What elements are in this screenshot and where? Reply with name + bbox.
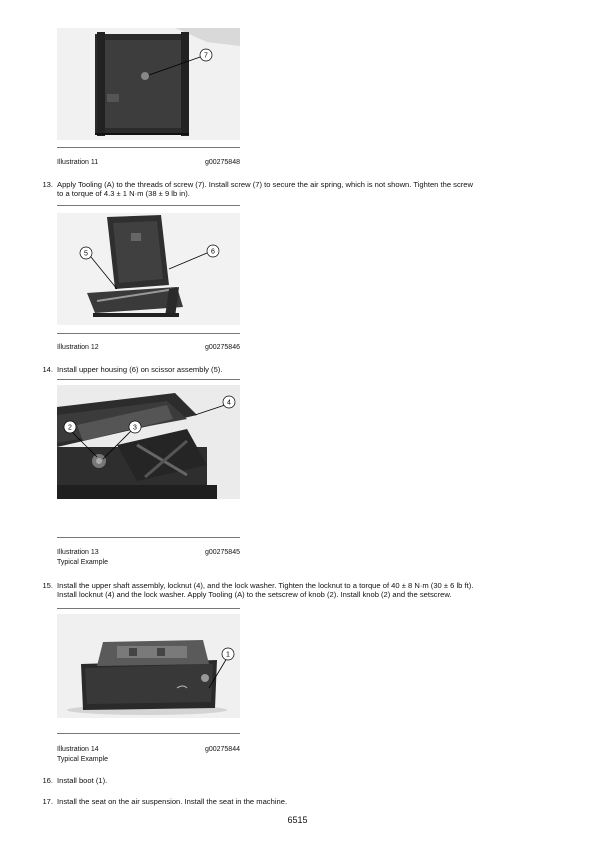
illustration-subcaption: Typical Example [57,756,108,763]
step-text [57,581,548,600]
illustration-label: Illustration 11 [57,159,99,166]
step-line: Install the seat on the air suspension. Install the seat in the machine. [57,797,288,806]
illustration-subcaption: Typical Example [57,559,108,566]
step-number: 13. [42,180,53,189]
photo-illustration-14 [57,614,240,718]
illustration-label: Illustration 14 [57,746,99,753]
step-15 [38,581,548,601]
step-line: Install upper housing (6) on scissor assembly (5). [57,365,223,374]
step-13 [38,180,548,200]
step-text [57,776,548,785]
step-line: Install locknut (4) and the lock washer. Apply Tooling (A) to the setscrew of knob (2). Install knob (2) and the setscrew. [57,590,452,600]
step-16 [38,776,548,786]
photo-illustration-13 [57,385,240,499]
callout-5: 5 [84,250,88,258]
illustration-label: Illustration 12 [57,344,99,351]
step-14 [38,365,548,375]
caption-rule [57,537,240,538]
step-number: 16. [42,776,53,785]
photo-illustration-11 [57,28,240,140]
step-line: Apply Tooling (A) to the threads of screw (7). Install screw (7) to secure the air spring, which is not shown. Tighten the screw [57,180,474,189]
page-number: 6515 [287,815,308,825]
step-number: 17. [42,797,53,806]
photo-illustration-12-drawing [57,213,240,325]
figure-illustration-14 [57,608,240,768]
step-line: to a torque of 4.3 ± 1 N·m (38 ± 9 lb in). [57,189,190,199]
photo-illustration-13-drawing [57,385,240,499]
photo-illustration-14-drawing [57,614,240,718]
step-number: 15. [42,581,53,590]
step-17 [38,797,548,807]
figure-illustration-13 [57,379,240,571]
illustration-code: g00275848 [204,159,240,166]
caption-rule [57,147,240,148]
figure-top-rule [57,608,240,609]
illustration-code: g00275845 [204,549,240,556]
callout-1: 1 [226,651,230,659]
caption-rule [57,333,240,334]
figure-top-rule [57,205,240,206]
step-text [57,797,548,806]
caption-rule [57,733,240,734]
step-text [57,180,548,199]
figure-illustration-12 [57,205,240,355]
photo-illustration-11-drawing [57,28,240,140]
step-number: 14. [42,365,53,374]
photo-illustration-12 [57,213,240,325]
figure-illustration-11 [57,28,240,168]
figure-top-rule [57,379,240,380]
callout-2: 2 [68,424,72,432]
callout-4: 4 [227,399,231,407]
illustration-label: Illustration 13 [57,549,99,556]
step-line: Install the upper shaft assembly, locknut (4), and the lock washer. Tighten the locknut to a torque of 40 ± 8 N·m (30 ± 6 lb ft). [57,581,474,590]
callout-7: 7 [204,52,208,60]
illustration-code: g00275844 [204,746,240,753]
callout-3: 3 [133,424,137,432]
illustration-code: g00275846 [204,344,240,351]
step-line: Install boot (1). [57,776,108,785]
callout-6: 6 [211,248,215,256]
step-text [57,365,548,374]
